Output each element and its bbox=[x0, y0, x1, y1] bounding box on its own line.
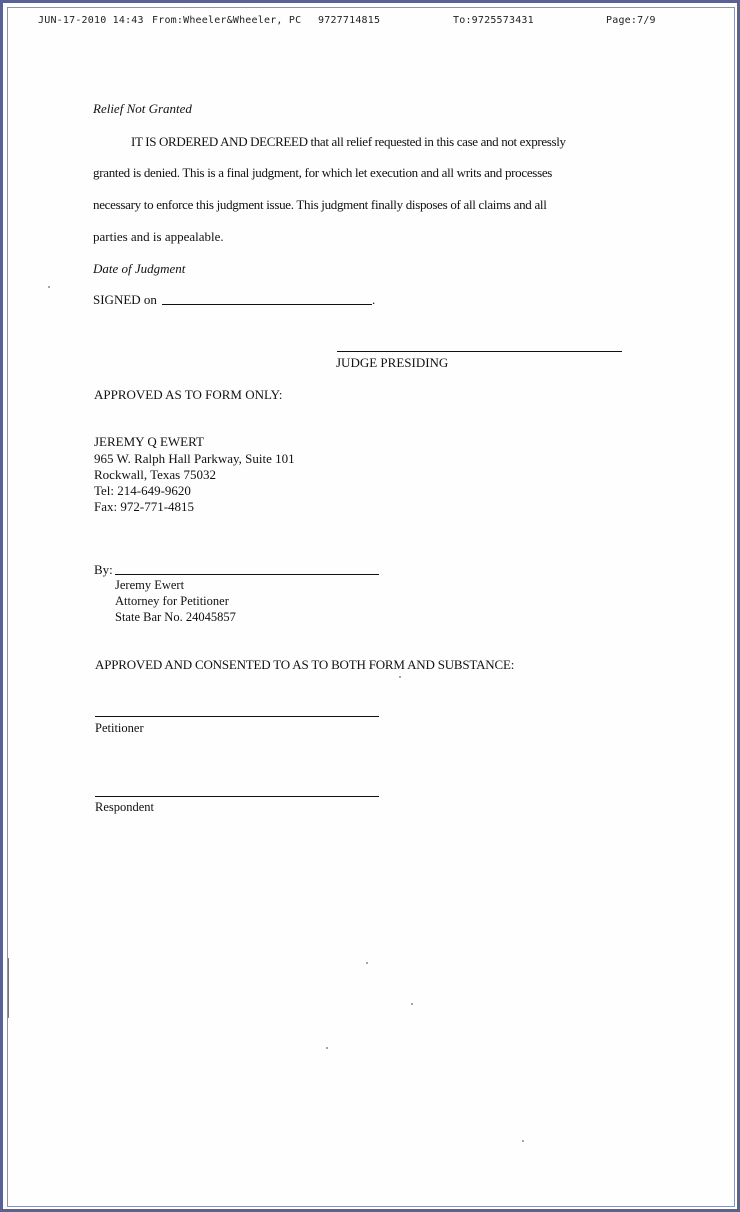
relief-line-4: parties and is appealable. bbox=[93, 229, 224, 244]
signer-bar-number: State Bar No. 24045857 bbox=[115, 610, 236, 624]
relief-heading: Relief Not Granted bbox=[93, 101, 192, 116]
fax-from-number: 9727714815 bbox=[318, 15, 381, 26]
attorney-address-2: Rockwall, Texas 75032 bbox=[94, 467, 216, 482]
signed-on-period: . bbox=[372, 292, 376, 307]
scan-speck bbox=[411, 1003, 413, 1005]
attorney-tel: Tel: 214-649-9620 bbox=[94, 483, 191, 498]
by-label: By: bbox=[94, 562, 113, 577]
attorney-name: JEREMY Q EWERT bbox=[94, 434, 204, 449]
signed-on-label: SIGNED on bbox=[93, 292, 157, 307]
fax-datetime: JUN-17-2010 14:43 bbox=[38, 15, 144, 26]
petitioner-signature-line bbox=[95, 716, 379, 717]
respondent-signature-line bbox=[95, 796, 379, 797]
approved-form-heading: APPROVED AS TO FORM ONLY: bbox=[94, 387, 283, 402]
scan-speck bbox=[326, 1047, 328, 1049]
fax-page: Page:7/9 bbox=[606, 15, 656, 26]
judge-presiding-label: JUDGE PRESIDING bbox=[336, 355, 449, 370]
relief-line-3: necessary to enforce this judgment issue. This judgment finally disposes of all claims and all bbox=[93, 197, 547, 212]
consent-heading: APPROVED AND CONSENTED TO AS TO BOTH FORM AND SUBSTANCE: bbox=[95, 657, 515, 672]
petitioner-label: Petitioner bbox=[95, 721, 144, 735]
signer-role: Attorney for Petitioner bbox=[115, 594, 229, 608]
signer-name: Jeremy Ewert bbox=[115, 578, 185, 592]
judge-signature-line bbox=[337, 351, 622, 352]
date-of-judgment-heading: Date of Judgment bbox=[93, 261, 186, 276]
scan-artifact bbox=[8, 958, 9, 1018]
relief-line-1: IT IS ORDERED AND DECREED that all relief requested in this case and not expressly bbox=[131, 134, 566, 149]
fax-from: From:Wheeler&Wheeler, PC bbox=[152, 15, 302, 26]
attorney-address-1: 965 W. Ralph Hall Parkway, Suite 101 bbox=[94, 451, 295, 466]
scan-speck bbox=[366, 962, 368, 964]
scan-speck bbox=[522, 1140, 524, 1142]
attorney-fax: Fax: 972-771-4815 bbox=[94, 499, 195, 514]
by-signature-line bbox=[115, 574, 379, 575]
scan-speck bbox=[399, 676, 401, 678]
scan-speck bbox=[48, 286, 50, 288]
respondent-label: Respondent bbox=[95, 800, 155, 814]
relief-line-2: granted is denied. This is a final judgment, for which let execution and all writs and processes bbox=[93, 165, 553, 180]
fax-to: To:9725573431 bbox=[453, 15, 534, 26]
signed-on-date-line bbox=[162, 304, 372, 305]
